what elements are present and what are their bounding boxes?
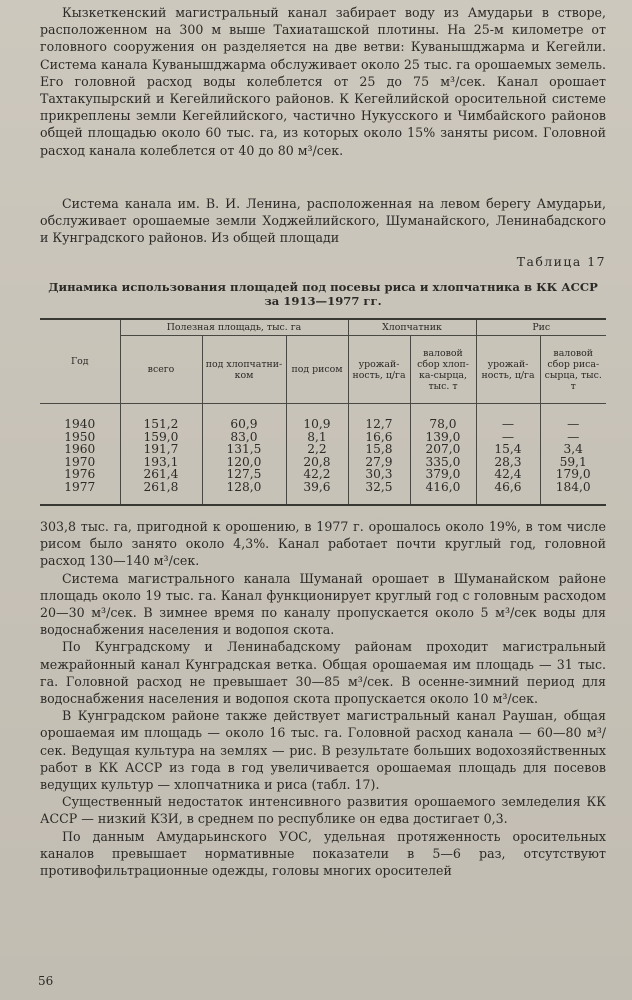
header-rice-yield: урожай-ность, ц/га [476,336,540,404]
paragraph-lenin-canal: Система канала им. В. И. Ленина, расположенная на левом берегу Амударьи, обслуживает орошаемые земли Ходжейлийского, Шуманайского, Ленинабадского и Кунградского районов. Из общей площади [40,196,606,246]
header-year: Год [40,319,120,404]
paragraph-lenin-continued: 303,8 тыс. га, пригодной к орошению, в 1977 г. орошалось около 19%, в том числе рисом было занято около 4,3%. Канал работает почти круглый год, головной расход 130—140 м³/сек. [40,519,606,569]
page-number: 56 [38,974,54,988]
header-under-rice: под рисом [286,336,348,404]
header-cotton-gross: валовой сбор хлоп-ка-сырца, тыс. т [410,336,476,404]
table-label: Таблица 17 [516,254,606,269]
header-total: всего [120,336,202,404]
table-row: 1950 159,0 83,0 8,1 16,6 139,0 — — [40,431,606,444]
paragraph-raushan-canal: В Кунградском районе также действует магистральный канал Раушан, общая орошаемая им площадь — около 16 тыс. га. Головной расход канала — 60—80 м³/сек. Ведущая культура на землях — рис. В результате больших водохозяйственных работ в КК АССР из года в год увеличивается орошаемая площадь для посевов ведущих культур — хлопчатника и риса (табл. 17). [40,708,606,793]
body-text [40,518,606,879]
table-row: 1940 151,2 60,9 10,9 12,7 78,0 — — [40,404,606,431]
header-group-rice: Рис [476,319,606,336]
table-row: 1960 191,7 131,5 2,2 15,8 207,0 15,4 3,4 [40,443,606,456]
table-row: 1970 193,1 120,0 20,8 27,9 335,0 28,3 59,1 [40,456,606,469]
paragraph-kzi: Существенный недостаток интенсивного развития орошаемого земледелия КК АССР — низкий КЗИ, в среднем по республике он едва достигает 0,3. [40,794,606,827]
table-row: 1976 261,4 127,5 42,2 30,3 379,0 42,4 179,0 [40,468,606,481]
paragraph-kungrad-branch: По Кунградскому и Ленинабадскому районам проходит магистральный межрайонный канал Кунградская ветка. Общая орошаемая им площадь — 31 тыс. га. Головной расход не превышает 30—85 м³/сек. В осенне-зимний период для водоснабжения населения и водопоя скота пропускается около 10 м³/сек. [40,639,606,707]
header-group-cotton: Хлопчатник [348,319,476,336]
table-row: 1977 261,8 128,0 39,6 32,5 416,0 46,6 184,0 [40,481,606,505]
paragraph-amudarya-uos: По данным Амударьинского УОС, удельная протяженность оросительных каналов превышает нормативные показатели в 5—6 раз, отсутствуют противофильтрационные одежды, головы многих оросителей [40,828,606,879]
header-rice-gross: валовой сбор риса-сырца, тыс. т [540,336,606,404]
paragraph-kyzketken-canal: Кызкеткенский магистральный канал забирает воду из Амударьи в створе, расположенном на 300 м выше Тахиаташской плотины. На 25-м километре от головного сооружения он разделяется на две ветви: Куванышджарма и Кегейли. Система канала Куванышджарма обслуживает около 25 тыс. га орошаемых земель. Его головной расход воды колеблется от 25 до 75 м³/сек. Канал орошает Тахтакупырский и Кегейлийского районов. К Кегейлийской оросительной системе прикреплены земли Кегейлийского, частично Нукусского и Чимбайского районов общей площадью около 60 тыс. га, из которых около 15% заняты рисом. Головной расход канала колеблется от 40 до 80 м³/сек. [40,5,606,158]
header-under-cotton: под хлопчатни-ком [202,336,286,404]
table-title: Динамика использования площадей под посевы риса и хлопчатника в КК АССР за 1913—1977 гг. [48,280,598,308]
rice-cotton-table [40,318,606,506]
header-cotton-yield: урожай-ность, ц/га [348,336,410,404]
header-group-total: Полезная площадь, тыс. га [120,319,348,336]
paragraph-shumanay-canal: Система магистрального канала Шуманай орошает в Шуманайском районе площадь около 19 тыс. га. Канал функционирует круглый год с головным расходом 20—30 м³/сек. В зимнее время по каналу пропускается около 5 м³/сек воды для водоснабжения населения и водопоя скота. [40,570,606,638]
